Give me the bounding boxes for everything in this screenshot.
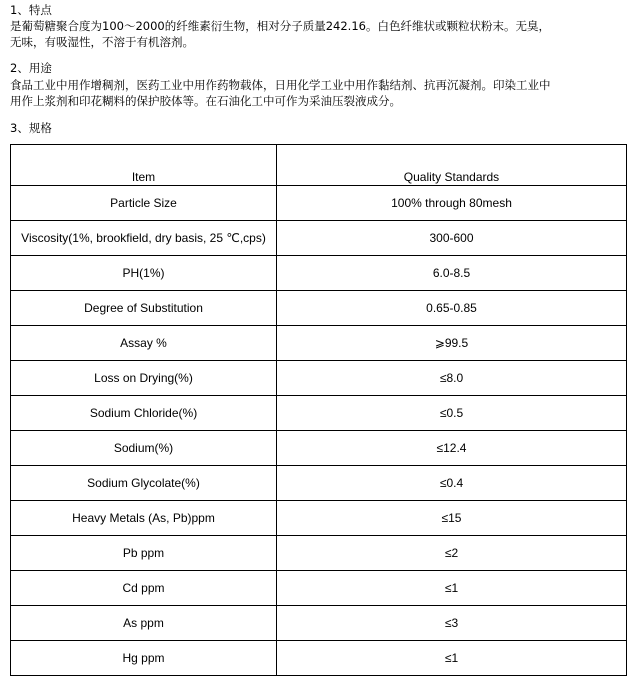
row-item-cell: Particle Size	[11, 186, 277, 221]
row-item-cell: Sodium Glycolate(%)	[11, 466, 277, 501]
row-item-cell: Sodium(%)	[11, 431, 277, 466]
row-item-cell: Pb ppm	[11, 536, 277, 571]
table-row	[11, 466, 627, 501]
table-row	[11, 256, 627, 291]
row-standard-cell: ≤0.4	[277, 466, 627, 501]
section-2-heading: 2、用途	[10, 61, 52, 75]
table-row	[11, 291, 627, 326]
row-standard-cell: ≤12.4	[277, 431, 627, 466]
specification-table	[10, 144, 627, 676]
row-item-cell: Assay %	[11, 326, 277, 361]
row-item-cell: Sodium Chloride(%)	[11, 396, 277, 431]
row-item-cell: PH(1%)	[11, 256, 277, 291]
table-row	[11, 431, 627, 466]
row-standard-cell: ≤15	[277, 501, 627, 536]
row-item-cell: Cd ppm	[11, 571, 277, 606]
table-row	[11, 641, 627, 676]
table-row	[11, 186, 627, 221]
section-2-line-2: 用作上浆剂和印花糊料的保护胶体等。在石油化工中可作为采油压裂液成分。	[10, 94, 401, 108]
row-standard-cell: ≤1	[277, 641, 627, 676]
row-standard-cell: ≤1	[277, 571, 627, 606]
row-standard-cell: 300-600	[277, 221, 627, 256]
table-row	[11, 606, 627, 641]
section-2-line-1: 食品工业中用作增稠剂，医药工业中用作药物载体，日用化学工业中用作黏结剂、抗再沉凝剂。印染工业中	[10, 78, 551, 92]
table-row	[11, 536, 627, 571]
row-item-cell: As ppm	[11, 606, 277, 641]
table-row	[11, 361, 627, 396]
row-standard-cell: 0.65-0.85	[277, 291, 627, 326]
table-row	[11, 396, 627, 431]
row-standard-cell: ≤8.0	[277, 361, 627, 396]
header-quality-standards: Quality Standards	[277, 145, 627, 186]
section-3-heading: 3、规格	[10, 121, 52, 135]
table-row	[11, 221, 627, 256]
row-standard-cell: ≤2	[277, 536, 627, 571]
row-standard-cell: ≤0.5	[277, 396, 627, 431]
table-row	[11, 501, 627, 536]
row-standard-cell: 100% through 80mesh	[277, 186, 627, 221]
row-standard-cell: ⩾99.5	[277, 326, 627, 361]
table-row	[11, 326, 627, 361]
section-1-heading: 1、特点	[10, 3, 52, 17]
row-item-cell: Degree of Substitution	[11, 291, 277, 326]
row-item-cell: Loss on Drying(%)	[11, 361, 277, 396]
row-item-cell: Heavy Metals (As, Pb)ppm	[11, 501, 277, 536]
table-row	[11, 571, 627, 606]
section-1-line-2: 无味，有吸湿性，不溶于有机溶剂。	[10, 35, 194, 49]
row-item-cell: Viscosity(1%, brookfield, dry basis, 25 ℃,cps)	[11, 221, 277, 256]
row-item-cell: Hg ppm	[11, 641, 277, 676]
row-standard-cell: ≤3	[277, 606, 627, 641]
row-standard-cell: 6.0-8.5	[277, 256, 627, 291]
section-1-line-1: 是葡萄糖聚合度为100～2000的纤维素衍生物，相对分子质量242.16。白色纤维状或颗粒状粉末。无臭，	[10, 19, 550, 33]
table-header-row	[11, 145, 627, 186]
header-item: Item	[11, 145, 277, 186]
